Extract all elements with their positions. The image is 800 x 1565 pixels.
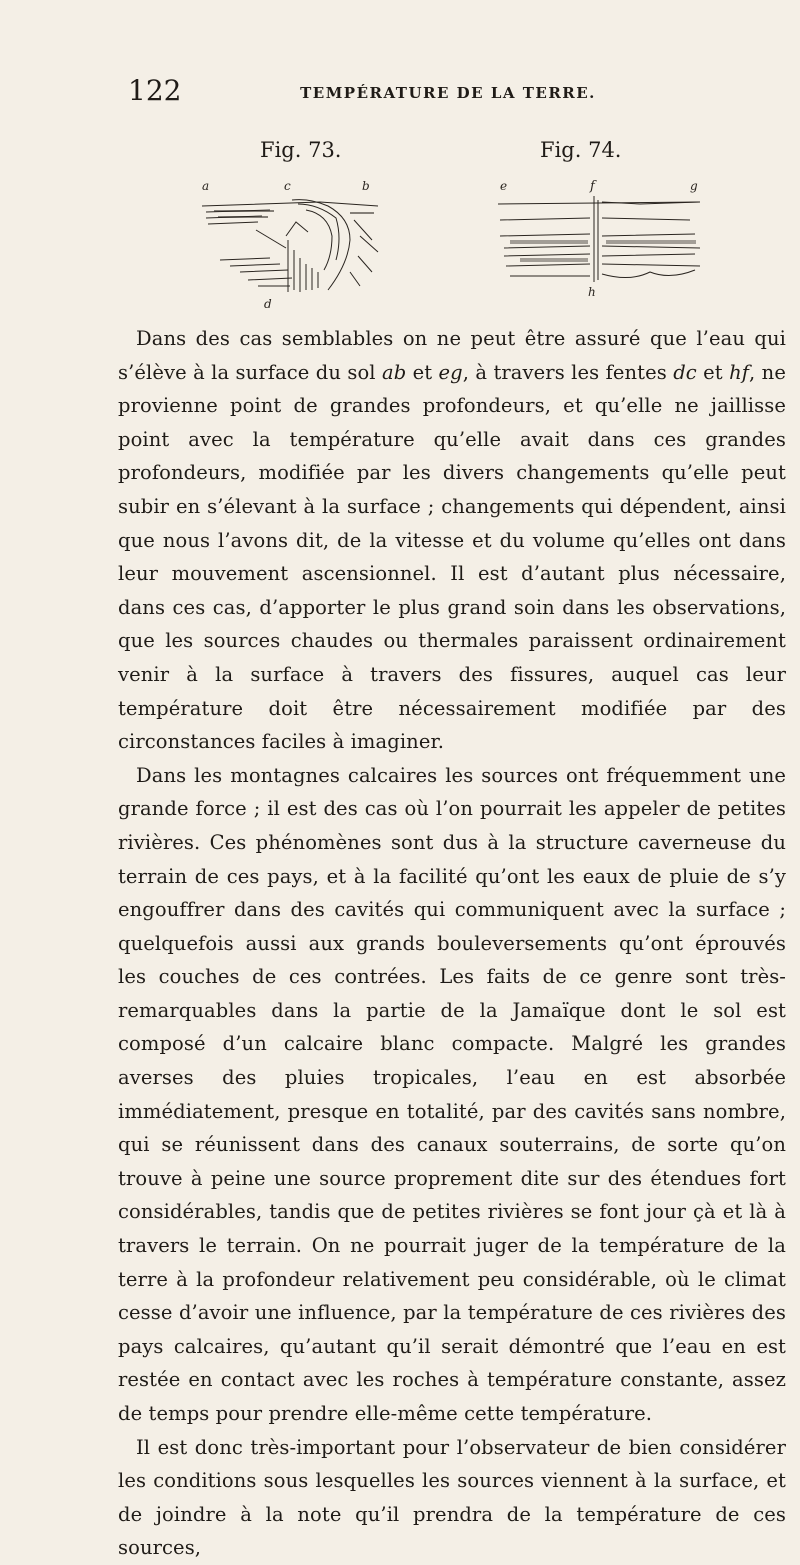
page-number: 122	[128, 74, 182, 107]
figure-74-diagram	[490, 140, 710, 320]
figure-73-caption: Fig. 73.	[260, 138, 342, 162]
italic-run: dc	[673, 360, 697, 384]
figure-74-label-h: h	[588, 285, 596, 299]
italic-run: hf	[729, 360, 750, 384]
figure-74-label-e: e	[500, 179, 508, 193]
body-text	[118, 322, 786, 1565]
page-header	[128, 74, 768, 108]
figure-74-label-f: f	[590, 179, 595, 194]
paragraph	[118, 322, 786, 759]
text-run: et	[696, 360, 730, 384]
italic-run: eg	[438, 360, 463, 384]
figure-73-diagram	[200, 140, 395, 320]
text-run: et	[406, 360, 439, 384]
text-run: Dans les montagnes calcaires les sources ont fréquemment une grande force ; il est des cas où l’on pourrait les appeler de petites rivières. Ces phénomènes sont dus à la structure caverneuse du terrain de ces pays, et à la facilité qu’ont les eaux de pluie de s’y engouffrer dans des cavités qui communiquent avec la surface ; quelquefois aussi aux grands bouleversements qu’ont éprouvés les couches de ces contrées. Les faits de ce genre sont très-remarquables dans la partie de la Jamaïque dont le sol est composé d’un calcaire blanc compacte. Malgré les grandes averses des pluies tropicales, l’eau en est absorbée immédiatement, presque en totalité, par des cavités sans nombre, qui se réunissent dans des canaux souterrains, de sorte qu’on trouve à peine une source proprement dite sur des étendues fort considérables, tandis que de petites rivières se font jour çà et là à travers le terrain. On ne pourrait juger de la température de la terre à la profondeur relativement peu considérable, où le climat cesse d’avoir une influence, par la température de ces rivières des pays calcaires, qu’autant qu’il serait démontré que l’eau en est restée en contact avec les roches à température constante, assez de temps pour prendre elle-même cette température.	[118, 763, 786, 1425]
figure-74	[490, 140, 710, 320]
italic-run: ab	[381, 360, 407, 384]
running-title: TEMPÉRATURE DE LA TERRE.	[300, 84, 596, 102]
figure-73-label-a: a	[202, 179, 210, 193]
figure-74-caption: Fig. 74.	[540, 138, 622, 162]
figure-74-label-g: g	[690, 179, 698, 193]
text-run: , à travers les fentes	[462, 360, 674, 384]
paragraph	[118, 1431, 786, 1565]
figure-73-label-d: d	[264, 297, 272, 311]
figure-73	[200, 140, 395, 320]
figure-73-label-b: b	[362, 179, 370, 193]
paragraph	[118, 759, 786, 1431]
text-run: Il est donc très-important pour l’observateur de bien considérer les conditions sous lesquelles les sources viennent à la surface, et de joindre à la note qu’il prendra de la température de ces sources,	[118, 1435, 786, 1560]
text-run: Dans des cas semblables on ne peut être assuré que l’eau qui s’élève à la surface du sol	[118, 327, 786, 384]
text-run: , ne provienne point de grandes profondeurs, et qu’elle ne jaillisse point avec la température qu’elle avait dans ces grandes profondeurs, modifiée par les divers changements qu’elle peut subir en s’élevant à la surface ; changements qui dépendent, ainsi que nous l’avons dit, de la vitesse et du volume qu’elles ont dans leur mouvement ascensionnel. Il est d’autant plus nécessaire, dans ces cas, d’apporter le plus grand soin dans les observations, que les sources chaudes ou thermales paraissent ordinairement venir à la surface à travers des fissures, auquel cas leur température doit être nécessairement modifiée par des circonstances faciles à imaginer.	[118, 360, 786, 754]
figure-73-label-c: c	[284, 179, 291, 193]
